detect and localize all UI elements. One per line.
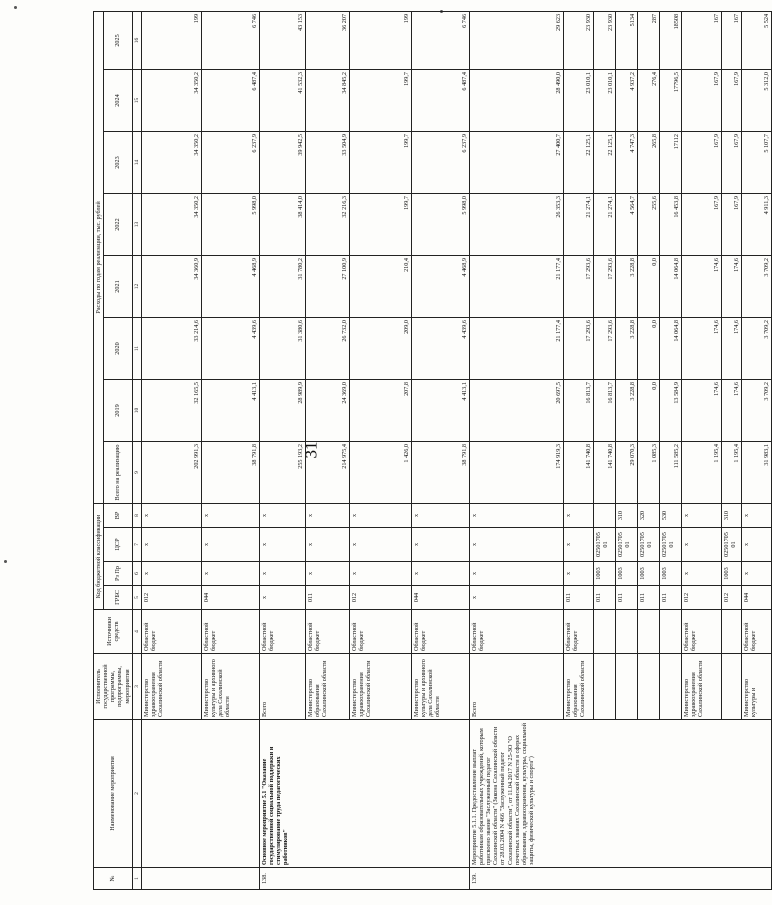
rzpr-cell: x [305,562,349,586]
year-value-cell: 210,4 [349,256,411,318]
vr-cell: x [259,504,305,528]
year-value-cell: 4 564,7 [615,194,637,256]
total-cell: 214 975,4 [305,442,349,504]
source-cell [615,610,637,654]
csr-cell: 02501705 01 [721,528,741,562]
vr-cell: x [411,504,469,528]
source-cell: Областной бюджет [469,610,563,654]
rzpr-cell: 1003 [615,562,637,586]
year-value-cell: 16 813,7 [563,380,593,442]
grbs-cell: 044 [741,586,771,610]
year-value-cell: 27 100,9 [305,256,349,318]
vr-cell: x [681,504,721,528]
col-index: 2 [132,720,141,868]
year-value-cell: 41 532,3 [259,70,305,132]
year-value-cell: 4 468,9 [411,256,469,318]
scan-speck [14,6,17,9]
csr-cell: x [469,528,563,562]
csr-cell: x [141,528,201,562]
year-value-cell: 4 413,1 [201,380,259,442]
csr-cell: x [305,528,349,562]
header-year: 2022 [104,194,133,256]
column-index-row [132,11,141,889]
measure-name [141,720,259,868]
rzpr-cell: x [201,562,259,586]
year-value-cell: 174,6 [681,380,721,442]
rzpr-cell: x [141,562,201,586]
col-index: 3 [132,654,141,720]
year-value-cell: 3 709,2 [741,380,771,442]
year-value-cell: 22 125,1 [593,132,615,194]
year-value-cell: 26 732,0 [305,318,349,380]
year-value-cell: 17 293,6 [593,256,615,318]
year-value-cell: 21 177,4 [469,256,563,318]
vr-cell: x [201,504,259,528]
source-cell: Областной бюджет [741,610,771,654]
year-value-cell: 3 228,8 [615,256,637,318]
header-num: № [94,868,133,890]
source-cell: Областной бюджет [305,610,349,654]
year-value-cell: 199,7 [349,194,411,256]
total-cell: 31 983,1 [741,442,771,504]
header-year: 2024 [104,70,133,132]
grbs-cell: 011 [305,586,349,610]
year-value-cell: 174,6 [721,318,741,380]
total-cell: 1 426,0 [349,442,411,504]
year-value-cell: 174,6 [721,380,741,442]
total-cell: 38 791,8 [201,442,259,504]
col-index: 14 [132,132,141,194]
rzpr-cell: 1003 [593,562,615,586]
year-value-cell: 28 490,0 [469,70,563,132]
year-value-cell: 6 746 [201,11,259,69]
year-value-cell: 276,4 [637,70,659,132]
executor-cell [593,654,615,720]
year-value-cell: 17112 [659,132,681,194]
year-value-cell: 3 228,8 [615,318,637,380]
year-value-cell: 0,0 [637,380,659,442]
header-year: 2021 [104,256,133,318]
year-value-cell: 6 237,9 [411,132,469,194]
year-value-cell: 5134 [615,11,637,69]
year-value-cell: 6 746 [411,11,469,69]
table-row [259,11,305,889]
vr-cell: 320 [637,504,659,528]
vr-cell: x [349,504,411,528]
year-value-cell: 6 487,4 [201,70,259,132]
source-cell: Областной бюджет [349,610,411,654]
year-value-cell: 5 107,7 [741,132,771,194]
year-value-cell: 199 [349,11,411,69]
executor-cell [721,654,741,720]
csr-cell: x [741,528,771,562]
rzpr-cell: x [563,562,593,586]
scan-speck [4,560,7,563]
year-value-cell: 199 [141,11,201,69]
source-cell: Областной бюджет [681,610,721,654]
executor-cell: Министерство культуры и архивного дела Сахалинской области [411,654,469,720]
executor-cell: Министерство здравоохранения Сахалинской области [349,654,411,720]
header-year: 2025 [104,11,133,69]
csr-cell: x [349,528,411,562]
year-value-cell: 167,9 [721,132,741,194]
year-value-cell: 167,9 [681,132,721,194]
grbs-cell: x [259,586,305,610]
header-expenses: Расходы по годам реализации, тыс. рублей [94,11,104,503]
vr-cell: x [741,504,771,528]
executor-cell: Министерство культуры и [741,654,771,720]
grbs-cell: 012 [681,586,721,610]
col-index: 15 [132,70,141,132]
year-value-cell: 207,8 [349,380,411,442]
year-value-cell: 167,9 [721,194,741,256]
year-value-cell: 14 064,8 [659,318,681,380]
executor-cell: Министерство образования Сахалинской области [563,654,593,720]
year-value-cell: 265,8 [637,132,659,194]
year-value-cell: 27 400,7 [469,132,563,194]
year-value-cell: 4 468,9 [201,256,259,318]
col-index: 6 [132,562,141,586]
col-index: 4 [132,610,141,654]
year-value-cell: 174,6 [681,318,721,380]
header-year: 2019 [104,380,133,442]
header-source: Источники средств [94,610,133,654]
total-cell: 141 740,8 [563,442,593,504]
total-cell: 141 740,8 [593,442,615,504]
year-value-cell: 4 439,6 [411,318,469,380]
csr-cell: x [259,528,305,562]
source-cell: Областной бюджет [563,610,593,654]
year-value-cell: 0,0 [637,256,659,318]
csr-cell: x [201,528,259,562]
year-value-cell: 5 312,0 [741,70,771,132]
year-value-cell: 33 214,6 [141,318,201,380]
year-value-cell: 36 207 [305,11,349,69]
year-value-cell: 23 930 [563,11,593,69]
rzpr-cell: x [349,562,411,586]
year-value-cell: 24 369,0 [305,380,349,442]
year-value-cell: 34 360,9 [141,256,201,318]
table-row [469,11,563,889]
grbs-cell: 011 [593,586,615,610]
header-year: 2020 [104,318,133,380]
year-value-cell: 34 350,2 [141,70,201,132]
col-index: 5 [132,586,141,610]
year-value-cell: 174,6 [721,256,741,318]
measure-name: Основное мероприятие 5.1 "Оказание государственной социальной поддержки и стимулирование труда педагогических работников" [259,720,469,868]
year-value-cell: 4 413,1 [411,380,469,442]
year-value-cell: 33 504,9 [305,132,349,194]
header-budget-code: Код бюджетной классификации [94,504,104,610]
year-value-cell: 17 293,6 [593,318,615,380]
header-grbs: ГРБС [104,586,133,610]
year-value-cell: 17796,5 [659,70,681,132]
year-value-cell: 3 709,2 [741,256,771,318]
grbs-cell: x [469,586,563,610]
grbs-cell: 044 [411,586,469,610]
year-value-cell: 3 709,2 [741,318,771,380]
row-number: 139. [469,868,771,890]
total-cell: 202 991,3 [141,442,201,504]
total-cell: 38 791,8 [411,442,469,504]
rzpr-cell: x [259,562,305,586]
grbs-cell: 012 [349,586,411,610]
year-value-cell: 167,9 [681,194,721,256]
year-value-cell: 4 439,6 [201,318,259,380]
year-value-cell: 287 [637,11,659,69]
year-value-cell: 31 380,6 [259,318,305,380]
header-total: Всего на реализацию [104,442,133,504]
year-value-cell: 34 350,2 [141,194,201,256]
header-csr: ЦСР [104,528,133,562]
rzpr-cell: 1003 [659,562,681,586]
grbs-cell: 011 [637,586,659,610]
year-value-cell: 4 747,3 [615,132,637,194]
csr-cell: x [411,528,469,562]
source-cell [659,610,681,654]
col-index: 10 [132,380,141,442]
csr-cell: 02501705 01 [615,528,637,562]
year-value-cell: 23 010,1 [593,70,615,132]
source-cell [637,610,659,654]
rzpr-cell: x [681,562,721,586]
rzpr-cell: 1003 [637,562,659,586]
year-value-cell: 26 353,3 [469,194,563,256]
executor-cell: Министерство образования Сахалинской области [305,654,349,720]
total-cell: 1 195,4 [681,442,721,504]
grbs-cell: 012 [141,586,201,610]
year-value-cell: 38 414,0 [259,194,305,256]
year-value-cell: 167,9 [681,70,721,132]
grbs-cell: 011 [659,586,681,610]
col-index: 16 [132,11,141,69]
header-executor: Исполнитель государственной программы, подпрограммы, мероприятия [94,654,133,720]
rzpr-cell: 1003 [721,562,741,586]
grbs-cell: 012 [721,586,741,610]
year-value-cell: 32 165,5 [141,380,201,442]
total-cell: 29 070,3 [615,442,637,504]
csr-cell: x [563,528,593,562]
grbs-cell: 044 [201,586,259,610]
year-value-cell: 255,6 [637,194,659,256]
year-value-cell: 17 293,6 [563,256,593,318]
executor-cell [659,654,681,720]
measure-name: Мероприятие 5.1.1. Предоставление выплат работникам образовательных учреждений, которым присвоено звание "Заслуженный педагог Сахалинской области" (Закона Сахалинской области от 28.03.2004 N 466 "Заслуженный педагог Сахалинской области", от 11.04.2017 N 25-ЗО "О почетных званиях Сахалинской области в сферах образования, здравоохранения, культуры, социальной защиты, физической культуры и спорта") [469,720,771,868]
year-value-cell: 167,9 [721,70,741,132]
header-rzpr: Рз Пр [104,562,133,586]
budget-table [93,11,772,890]
col-index: 9 [132,442,141,504]
year-value-cell: 0,0 [637,318,659,380]
year-value-cell: 3 228,8 [615,380,637,442]
grbs-cell: 011 [615,586,637,610]
year-value-cell: 5 998,0 [201,194,259,256]
year-value-cell: 34 845,2 [305,70,349,132]
csr-cell: 02501705 01 [637,528,659,562]
year-value-cell: 174,6 [681,256,721,318]
table-header-row [94,11,104,889]
year-value-cell: 28 989,9 [259,380,305,442]
rzpr-cell: x [741,562,771,586]
source-cell: Областной бюджет [411,610,469,654]
year-value-cell: 29 623 [469,11,563,69]
year-value-cell: 43 153 [259,11,305,69]
year-value-cell: 23 930 [593,11,615,69]
year-value-cell: 21 274,1 [593,194,615,256]
source-cell: Областной бюджет [141,610,201,654]
total-cell: 1 085,3 [637,442,659,504]
executor-cell: Всего [469,654,563,720]
executor-cell [637,654,659,720]
header-year: 2023 [104,132,133,194]
total-cell: 1 195,4 [721,442,741,504]
source-cell [721,610,741,654]
total-cell: 111 585,2 [659,442,681,504]
source-cell: Областной бюджет [259,610,305,654]
year-value-cell: 16 813,7 [593,380,615,442]
rzpr-cell: x [469,562,563,586]
year-value-cell: 209,0 [349,318,411,380]
year-value-cell: 4 937,2 [615,70,637,132]
vr-cell: 530 [659,504,681,528]
year-value-cell: 4 911,3 [741,194,771,256]
year-value-cell: 6 237,9 [201,132,259,194]
year-value-cell: 199,7 [349,70,411,132]
year-value-cell: 20 697,5 [469,380,563,442]
year-value-cell: 21 177,4 [469,318,563,380]
source-cell [593,610,615,654]
total-cell: 255 193,2 [259,442,305,504]
year-value-cell: 5 998,0 [411,194,469,256]
year-value-cell: 32 216,3 [305,194,349,256]
year-value-cell: 13 584,9 [659,380,681,442]
source-cell: Областной бюджет [201,610,259,654]
executor-cell: Министерство здравоохранения Сахалинской области [141,654,201,720]
col-index: 12 [132,256,141,318]
year-value-cell: 5 524 [741,11,771,69]
col-index: 7 [132,528,141,562]
header-name: Наименование мероприятия [94,720,133,868]
vr-cell: x [305,504,349,528]
csr-cell: 02501705 01 [593,528,615,562]
vr-cell [593,504,615,528]
col-index: 13 [132,194,141,256]
year-value-cell: 31 780,2 [259,256,305,318]
vr-cell: x [469,504,563,528]
year-value-cell: 167 [721,11,741,69]
year-value-cell: 17 293,6 [563,318,593,380]
vr-cell: x [141,504,201,528]
year-value-cell: 21 274,1 [563,194,593,256]
table-row [141,11,201,889]
page-number: 31 [301,441,321,459]
year-value-cell: 14 064,8 [659,256,681,318]
col-index: 8 [132,504,141,528]
vr-cell: x [563,504,593,528]
year-value-cell: 18508 [659,11,681,69]
row-number [141,868,259,890]
executor-cell: Всего [259,654,305,720]
executor-cell: Министерство здравоохранения Сахалинской области [681,654,721,720]
year-value-cell: 167 [681,11,721,69]
year-value-cell: 6 487,4 [411,70,469,132]
csr-cell: x [681,528,721,562]
year-value-cell: 16 453,8 [659,194,681,256]
grbs-cell: 011 [563,586,593,610]
row-number: 138. [259,868,469,890]
vr-cell: 310 [615,504,637,528]
executor-cell [615,654,637,720]
total-cell: 174 919,3 [469,442,563,504]
year-value-cell: 23 010,1 [563,70,593,132]
csr-cell: 02501705 01 [659,528,681,562]
year-value-cell: 22 125,1 [563,132,593,194]
col-index: 11 [132,318,141,380]
rotated-document-sheet [93,12,770,890]
year-value-cell: 39 942,5 [259,132,305,194]
rzpr-cell: x [411,562,469,586]
year-value-cell: 34 350,2 [141,132,201,194]
col-index: 1 [132,868,141,890]
year-value-cell: 199,7 [349,132,411,194]
vr-cell: 310 [721,504,741,528]
header-vr: ВР [104,504,133,528]
executor-cell: Министерство культуры и архивного дела Сахалинской области [201,654,259,720]
